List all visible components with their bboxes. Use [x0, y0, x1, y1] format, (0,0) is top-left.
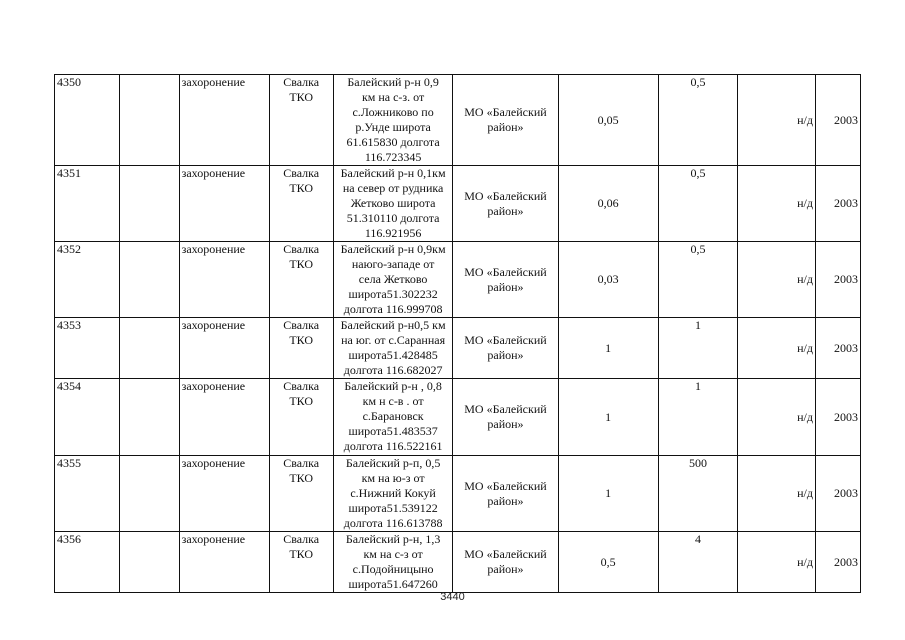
location-cell: [333, 166, 453, 242]
year-cell: 2003: [815, 379, 860, 456]
object-type-line: Свалка: [283, 456, 320, 470]
location-line: широта51.302232: [348, 287, 438, 301]
location-line: Балейский р-н 0,1км: [340, 166, 446, 180]
empty-cell: [120, 242, 179, 318]
municipality-line: МО «Балейский: [464, 333, 547, 347]
area-cell: 1: [558, 379, 658, 456]
municipality-cell: [453, 379, 558, 456]
object-type-line: ТКО: [289, 181, 314, 195]
location-cell: [333, 379, 453, 456]
municipality-cell: [453, 318, 558, 379]
activity-cell: захоронение: [179, 532, 269, 593]
no-data-cell: н/д: [738, 532, 816, 593]
waste-sites-table: [54, 74, 861, 593]
activity-cell: захоронение: [179, 318, 269, 379]
municipality-line: МО «Балейский: [464, 478, 547, 493]
no-data-cell: н/д: [738, 318, 816, 379]
location-line: на юг. от с.Саранная: [341, 333, 446, 347]
volume-cell: 500: [658, 456, 738, 532]
location-line: на север от рудника: [342, 181, 444, 195]
municipality-cell: [453, 456, 558, 532]
table-row: [55, 456, 861, 532]
municipality-line: МО «Балейский: [464, 105, 547, 119]
table-body: [55, 75, 861, 593]
empty-cell: [120, 318, 179, 379]
site-id-cell: 4355: [55, 456, 120, 532]
object-type-line: Свалка: [283, 532, 320, 546]
municipality-cell: [453, 532, 558, 593]
table-row: [55, 242, 861, 318]
location-line: км н с-в . от: [362, 394, 424, 408]
area-cell: 0,05: [558, 75, 658, 166]
area-cell: 1: [558, 318, 658, 379]
year-cell: 2003: [815, 75, 860, 166]
object-type-line: ТКО: [289, 394, 314, 408]
location-cell: [333, 532, 453, 593]
municipality-cell: [453, 75, 558, 166]
area-cell: 1: [558, 456, 658, 532]
location-line: широта51.539122: [348, 501, 438, 515]
site-id-cell: 4350: [55, 75, 120, 166]
page-number: 3440: [440, 591, 465, 603]
object-type-line: ТКО: [289, 471, 314, 485]
object-type-line: ТКО: [289, 90, 314, 104]
site-id-cell: 4351: [55, 166, 120, 242]
object-type-line: Свалка: [283, 379, 320, 393]
location-line: с.Нижний Кокуй: [350, 486, 436, 500]
no-data-cell: н/д: [738, 456, 816, 532]
no-data-cell: н/д: [738, 166, 816, 242]
object-type-line: ТКО: [289, 547, 314, 561]
location-line: Жетково широта: [350, 196, 436, 210]
empty-cell: [120, 379, 179, 456]
location-line: 116.921956: [364, 226, 422, 240]
volume-cell: 1: [658, 318, 738, 379]
object-type-line: Свалка: [283, 166, 320, 180]
municipality-line: район»: [487, 279, 524, 294]
table-row: [55, 75, 861, 166]
volume-cell: 0,5: [658, 75, 738, 166]
municipality-line: МО «Балейский: [464, 547, 547, 561]
location-line: км на ю-з от: [361, 471, 425, 485]
location-line: 51.310110 долгота: [346, 211, 440, 225]
year-cell: 2003: [815, 318, 860, 379]
object-type-cell: [269, 75, 333, 166]
location-line: с.Барановск: [362, 409, 424, 423]
municipality-line: район»: [487, 203, 524, 218]
year-cell: 2003: [815, 166, 860, 242]
volume-cell: 1: [658, 379, 738, 456]
location-cell: [333, 456, 453, 532]
location-line: наюго-западе от: [351, 257, 435, 271]
municipality-line: МО «Балейский: [464, 402, 547, 416]
no-data-cell: н/д: [738, 242, 816, 318]
empty-cell: [120, 456, 179, 532]
location-line: села Жетково: [358, 272, 428, 286]
location-line: долгота 116.613788: [343, 516, 443, 530]
municipality-cell: [453, 242, 558, 318]
no-data-cell: н/д: [738, 379, 816, 456]
location-line: широта51.647260: [348, 577, 438, 591]
volume-cell: 0,5: [658, 166, 738, 242]
table-row: [55, 166, 861, 242]
volume-cell: 0,5: [658, 242, 738, 318]
no-data-cell: н/д: [738, 75, 816, 166]
location-cell: [333, 318, 453, 379]
area-cell: 0,03: [558, 242, 658, 318]
location-line: р.Унде широта: [355, 120, 431, 134]
location-line: Балейский р-н , 0,8: [344, 379, 442, 393]
activity-cell: захоронение: [179, 166, 269, 242]
object-type-cell: [269, 166, 333, 242]
object-type-cell: [269, 532, 333, 593]
table-row: [55, 379, 861, 456]
municipality-line: район»: [487, 562, 524, 576]
location-line: Балейский р-н 0,9: [347, 75, 439, 89]
location-line: Балейский р-п, 0,5: [345, 456, 441, 470]
municipality-cell: [453, 166, 558, 242]
activity-cell: захоронение: [179, 456, 269, 532]
empty-cell: [120, 75, 179, 166]
object-type-line: ТКО: [289, 257, 314, 271]
area-cell: 0,06: [558, 166, 658, 242]
object-type-line: Свалка: [283, 75, 320, 89]
location-line: широта51.428485: [348, 348, 438, 362]
location-line: Балейский р-н, 1,3: [345, 532, 441, 546]
location-line: Балейский р-н 0,9км: [340, 242, 446, 256]
municipality-line: район»: [487, 493, 524, 508]
location-line: с.Подойницыно: [352, 562, 434, 576]
object-type-cell: [269, 379, 333, 456]
site-id-cell: 4353: [55, 318, 120, 379]
site-id-cell: 4356: [55, 532, 120, 593]
year-cell: 2003: [815, 456, 860, 532]
municipality-line: МО «Балейский: [464, 188, 547, 203]
year-cell: 2003: [815, 532, 860, 593]
location-line: с.Ложниково по: [352, 105, 434, 119]
object-type-line: ТКО: [289, 333, 314, 347]
location-line: долгота 116.522161: [343, 439, 443, 453]
site-id-cell: 4354: [55, 379, 120, 456]
empty-cell: [120, 532, 179, 593]
location-line: широта51.483537: [348, 424, 438, 438]
empty-cell: [120, 166, 179, 242]
location-cell: [333, 242, 453, 318]
location-line: 61.615830 долгота: [346, 135, 440, 149]
location-line: км на с-з от: [363, 547, 423, 561]
area-cell: 0,5: [558, 532, 658, 593]
municipality-line: район»: [487, 417, 524, 431]
location-line: км на с-з. от: [361, 90, 425, 104]
activity-cell: захоронение: [179, 242, 269, 318]
municipality-line: МО «Балейский: [464, 264, 547, 279]
object-type-line: Свалка: [283, 318, 320, 332]
location-line: долгота 116.682027: [343, 363, 443, 377]
object-type-cell: [269, 318, 333, 379]
object-type-cell: [269, 242, 333, 318]
table-row: [55, 532, 861, 593]
municipality-line: район»: [487, 348, 524, 362]
location-line: Балейский р-н0,5 км: [340, 318, 446, 332]
municipality-line: район»: [487, 120, 524, 134]
object-type-line: Свалка: [283, 242, 320, 256]
table-row: [55, 318, 861, 379]
volume-cell: 4: [658, 532, 738, 593]
activity-cell: захоронение: [179, 379, 269, 456]
location-line: долгота 116.999708: [343, 302, 443, 316]
object-type-cell: [269, 456, 333, 532]
activity-cell: захоронение: [179, 75, 269, 166]
year-cell: 2003: [815, 242, 860, 318]
location-line: 116.723345: [364, 150, 422, 164]
location-cell: [333, 75, 453, 166]
site-id-cell: 4352: [55, 242, 120, 318]
